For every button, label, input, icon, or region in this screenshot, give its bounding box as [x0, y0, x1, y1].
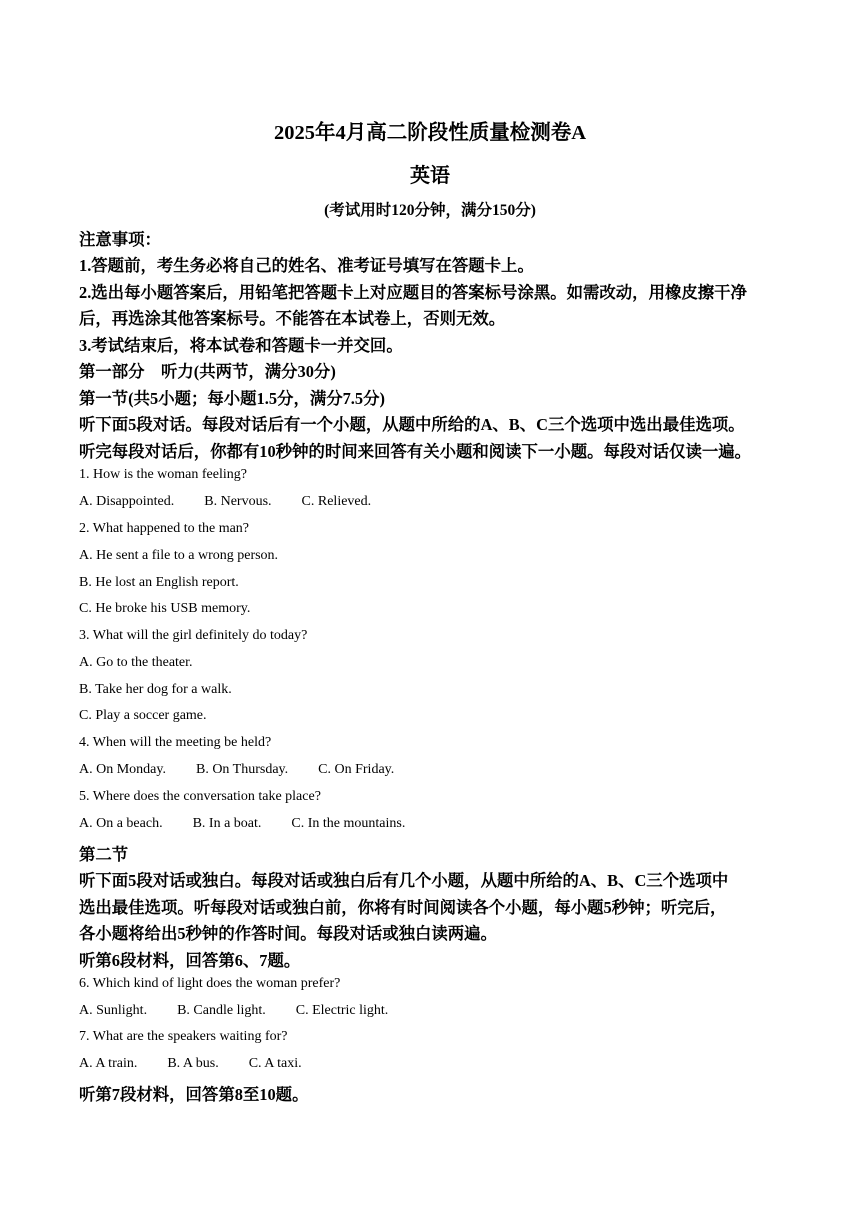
- question-2-option-c: C. He broke his USB memory.: [79, 601, 251, 616]
- question-3-option-b: B. Take her dog for a walk.: [79, 682, 232, 697]
- note-item-1: 1.答题前，考生务必将自己的姓名、准考证号填写在答题卡上。: [79, 256, 534, 275]
- note-item-2-line-1: 2.选出每小题答案后，用铅笔把答题卡上对应题目的答案标号涂黑。如需改动，用橡皮擦干净: [79, 283, 747, 302]
- section2-heading: 第二节: [79, 845, 129, 864]
- question-1-option-c: C. Relieved.: [301, 494, 372, 509]
- question-6-option-c: C. Electric light.: [295, 1003, 389, 1018]
- question-4-options: [79, 762, 424, 778]
- part1-heading: 第一部分 听力(共两节，满分30分): [79, 362, 336, 381]
- section1-instructions-line-1: 听下面5段对话。每段对话后有一个小题，从题中所给的A、B、C三个选项中选出最佳选项。: [79, 415, 745, 434]
- exam-title: 2025年4月高二阶段性质量检测卷A: [273, 122, 587, 144]
- question-7-option-b: B. A bus.: [167, 1056, 219, 1071]
- note-item-3: 3.考试结束后，将本试卷和答题卡一并交回。: [79, 336, 403, 355]
- question-3-stem: 3. What will the girl definitely do today?: [79, 628, 308, 643]
- question-7-option-c: C. A taxi.: [248, 1056, 302, 1071]
- subject-title: 英语: [410, 165, 450, 187]
- section1-instructions-line-2: 听完每段对话后，你都有10秒钟的时间来回答有关小题和阅读下一小题。每段对话仅读一遍。: [79, 442, 752, 461]
- question-6-stem: 6. Which kind of light does the woman prefer?: [79, 976, 341, 991]
- question-7-options: [79, 1056, 332, 1072]
- question-4-option-a: A. On Monday.: [79, 762, 166, 777]
- question-2-stem: 2. What happened to the man?: [79, 521, 250, 536]
- question-5-option-a: A. On a beach.: [79, 816, 163, 831]
- question-5-options: [79, 816, 435, 832]
- question-3-option-c: C. Play a soccer game.: [79, 708, 207, 723]
- question-2-option-a: A. He sent a file to a wrong person.: [79, 548, 279, 563]
- exam-info: (考试用时120分钟，满分150分): [324, 202, 536, 219]
- question-1-option-a: A. Disappointed.: [79, 494, 175, 509]
- question-4-stem: 4. When will the meeting be held?: [79, 735, 272, 750]
- question-1-option-b: B. Nervous.: [204, 494, 272, 509]
- question-7-stem: 7. What are the speakers waiting for?: [79, 1029, 288, 1044]
- section1-heading: 第一节(共5小题；每小题1.5分，满分7.5分): [79, 389, 385, 408]
- question-1-options: [79, 494, 401, 510]
- question-5-option-b: B. In a boat.: [192, 816, 262, 831]
- question-6-option-b: B. Candle light.: [177, 1003, 266, 1018]
- note-item-2-line-2: 后，再选涂其他答案标号。不能答在本试卷上，否则无效。: [79, 309, 506, 328]
- question-5-option-c: C. In the mountains.: [291, 816, 406, 831]
- question-5-stem: 5. Where does the conversation take place?: [79, 789, 321, 804]
- question-2-option-b: B. He lost an English report.: [79, 575, 239, 590]
- question-7-option-a: A. A train.: [79, 1056, 138, 1071]
- question-6-option-a: A. Sunlight.: [79, 1003, 148, 1018]
- material-7-heading: 听第7段材料，回答第8至10题。: [79, 1085, 309, 1104]
- question-3-option-a: A. Go to the theater.: [79, 655, 193, 670]
- section2-instructions-line-2: 选出最佳选项。听每段对话或独白前，你将有时间阅读各个小题，每小题5秒钟；听完后，: [79, 898, 727, 917]
- question-4-option-b: B. On Thursday.: [195, 762, 289, 777]
- section2-instructions-line-3: 各小题将给出5秒钟的作答时间。每段对话或独白读两遍。: [79, 924, 497, 943]
- question-6-options: [79, 1003, 418, 1019]
- notes-heading: 注意事项：: [79, 230, 161, 249]
- question-1-stem: 1. How is the woman feeling?: [79, 467, 247, 482]
- section2-instructions-line-1: 听下面5段对话或独白。每段对话或独白后有几个小题，从题中所给的A、B、C三个选项中: [79, 871, 729, 890]
- material-6-heading: 听第6段材料，回答第6、7题。: [79, 951, 301, 970]
- question-4-option-c: C. On Friday.: [318, 762, 395, 777]
